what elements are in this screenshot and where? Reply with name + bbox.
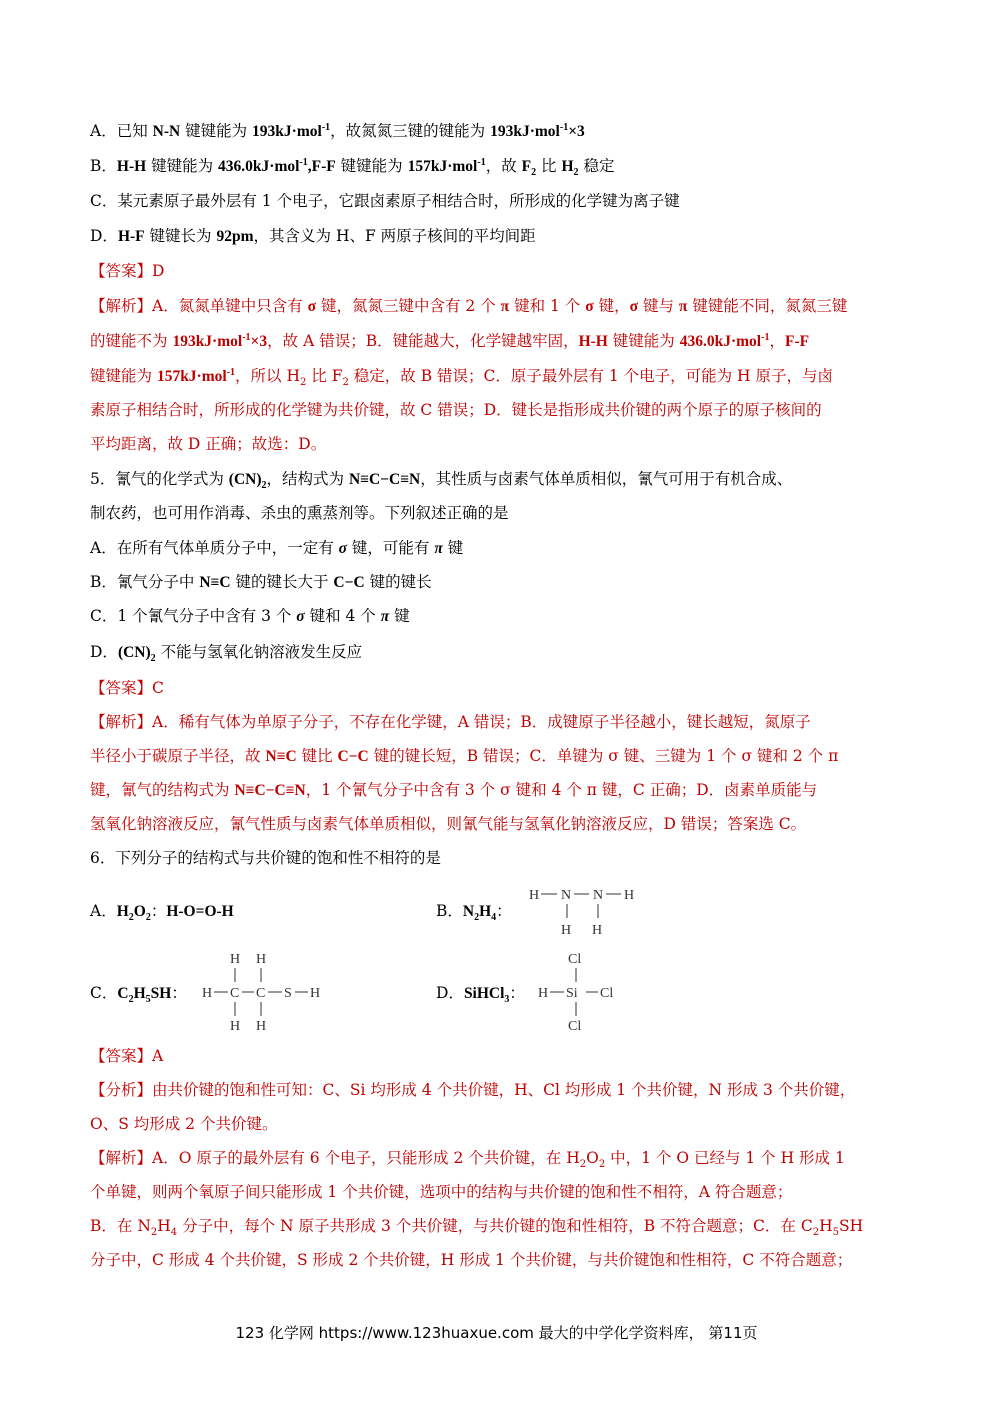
page-footer: 123 化学网 https://www.123huaxue.com 最大的中学化学资料库， 第11页 bbox=[235, 1324, 758, 1342]
atom-h: H bbox=[529, 888, 540, 903]
q6-option-b: B．$N_2H_4$： bbox=[436, 902, 512, 924]
n2h4-structure bbox=[525, 880, 645, 940]
q6-analysis-1: 【分析】由共价键的饱和性可知：C、Si 均形成 4 个共价键，H、Cl 均形成 1 个共价键，N 形成 3 个共价键， bbox=[90, 1081, 856, 1099]
q5-explanation-3: 键，氰气的结构式为 N≡C−C≡N，1 个氰气分子中含有 3 个 σ 键和 4 个 π 键，C 正确；D．卤素单质能与 bbox=[90, 781, 818, 799]
atom-cl: Cl bbox=[568, 1019, 582, 1034]
q4-explanation-2: 的键能不为 193kJ·mol$^{-1}$×3，故 A 错误；B．键能越大，化学键越牢固，H-H 键键能为 436.0kJ·mol$^{-1}$，F-F bbox=[90, 331, 810, 350]
q4-explanation-3: 键键能为 157kJ·mol$^{-1}$，所以 $H_2$ 比 $F_2$ 稳定，故 B 错误；C．原子最外层有 1 个电子，可能为 H 原子，与卤 bbox=[90, 366, 833, 389]
atom-h: H bbox=[561, 923, 572, 938]
q5-option-b: B．氰气分子中 N≡C 键的键长大于 C−C 键的键长 bbox=[90, 573, 432, 591]
q5-explanation-2: 半径小于碳原子半径，故 N≡C 键比 C−C 键的键长短，B 错误；C．单键为 σ 键、三键为 1 个 σ 键和 2 个 π bbox=[90, 747, 839, 765]
q5-stem-2: 制农药，也可用作消毒、杀虫的熏蒸剂等。下列叙述正确的是 bbox=[90, 504, 509, 522]
q6-explanation-1: 【解析】A．O 原子的最外层有 6 个电子，只能形成 2 个共价键，在 $H_2O_2$ 中，1 个 O 已经与 1 个 H 形成 1 bbox=[90, 1149, 845, 1171]
q5-explanation-4: 氢氧化钠溶液反应，氰气性质与卤素气体单质相似，则氰气能与氢氧化钠溶液反应，D 错误；答案选 C。 bbox=[90, 815, 807, 833]
q6-option-a: A．$H_2O_2$：H-O=O-H bbox=[90, 902, 234, 924]
q4-explanation-1: 【解析】A．氮氮单键中只含有 σ 键，氮氮三键中含有 2 个 π 键和 1 个 σ 键，σ 键与 π 键键能不同，氮氮三键 bbox=[90, 297, 848, 315]
atom-n: N bbox=[593, 888, 604, 903]
q4-answer: 【答案】D bbox=[90, 262, 165, 280]
atom-c: C bbox=[230, 986, 240, 1001]
atom-h: H bbox=[624, 888, 635, 903]
q4-option-a: A．已知 N-N 键键能为 193kJ·mol$^{-1}$，故氮氮三键的键能为 193kJ·mol$^{-1}$×3 bbox=[90, 121, 585, 140]
q6-explanation-2: 个单键，则两个氧原子间只能形成 1 个共价键，选项中的结构与共价键的饱和性不相符，A 符合题意； bbox=[90, 1183, 793, 1201]
q4-option-b: B．H-H 键键能为 436.0kJ·mol$^{-1}$,F-F 键键能为 157kJ·mol$^{-1}$，故 $F_2$ 比 $H_2$ 稳定 bbox=[90, 156, 615, 179]
c2h5sh-structure bbox=[198, 946, 328, 1036]
q5-option-d: D．$(CN)_2$ 不能与氢氧化钠溶液发生反应 bbox=[90, 643, 363, 665]
atom-si: Si bbox=[566, 986, 578, 1001]
atom-n: N bbox=[561, 888, 572, 903]
q6-analysis-2: O、S 均形成 2 个共价键。 bbox=[90, 1115, 278, 1133]
q6-answer: 【答案】A bbox=[90, 1047, 164, 1065]
q4-explanation-5: 平均距离，故 D 正确；故选：D。 bbox=[90, 435, 327, 453]
atom-h: H bbox=[230, 1019, 241, 1034]
atom-h: H bbox=[538, 986, 549, 1001]
q6-explanation-3: B．在 $N_2H_4$ 分子中，每个 N 原子共形成 3 个共价键，与共价键的饱和性相符，B 不符合题意；C．在 $C_2H_5SH$ bbox=[90, 1217, 864, 1239]
q4-option-c: C．某元素原子最外层有 1 个电子，它跟卤素原子相结合时，所形成的化学键为离子键 bbox=[90, 192, 680, 210]
q5-answer: 【答案】C bbox=[90, 679, 164, 697]
q6-option-c: C．$C_2H_5SH$： bbox=[90, 984, 187, 1006]
atom-cl: Cl bbox=[568, 952, 582, 967]
atom-h: H bbox=[256, 1019, 267, 1034]
atom-h: H bbox=[256, 952, 267, 967]
atom-s: S bbox=[284, 986, 292, 1001]
atom-h: H bbox=[310, 986, 321, 1001]
atom-c: C bbox=[256, 986, 266, 1001]
q5-stem-1: 5．氰气的化学式为 $(CN)_2$，结构式为 N≡C−C≡N，其性质与卤素气体单质相似，氰气可用于有机合成、 bbox=[90, 470, 793, 492]
atom-cl: Cl bbox=[600, 986, 614, 1001]
q6-stem: 6．下列分子的结构式与共价键的饱和性不相符的是 bbox=[90, 849, 441, 867]
q6-option-d: D．SiHCl$_3$： bbox=[436, 984, 525, 1006]
q5-option-a: A．在所有气体单质分子中，一定有 σ 键，可能有 π 键 bbox=[90, 539, 464, 557]
q4-option-d: D．H-F 键键长为 92pm，其含义为 H、F 两原子核间的平均间距 bbox=[90, 227, 536, 245]
atom-h: H bbox=[202, 986, 213, 1001]
q5-option-c: C．1 个氰气分子中含有 3 个 σ 键和 4 个 π 键 bbox=[90, 607, 410, 625]
sihcl3-structure bbox=[534, 946, 644, 1036]
atom-h: H bbox=[592, 923, 603, 938]
q4-explanation-4: 素原子相结合时，所形成的化学键为共价键，故 C 错误；D．键长是指形成共价键的两个原子的原子核间的 bbox=[90, 401, 822, 419]
q5-explanation-1: 【解析】A．稀有气体为单原子分子，不存在化学键，A 错误；B．成键原子半径越小，键长越短，氮原子 bbox=[90, 713, 811, 731]
atom-h: H bbox=[230, 952, 241, 967]
q6-explanation-4: 分子中，C 形成 4 个共价键，S 形成 2 个共价键，H 形成 1 个共价键，与共价键饱和性相符，C 不符合题意； bbox=[90, 1251, 853, 1269]
